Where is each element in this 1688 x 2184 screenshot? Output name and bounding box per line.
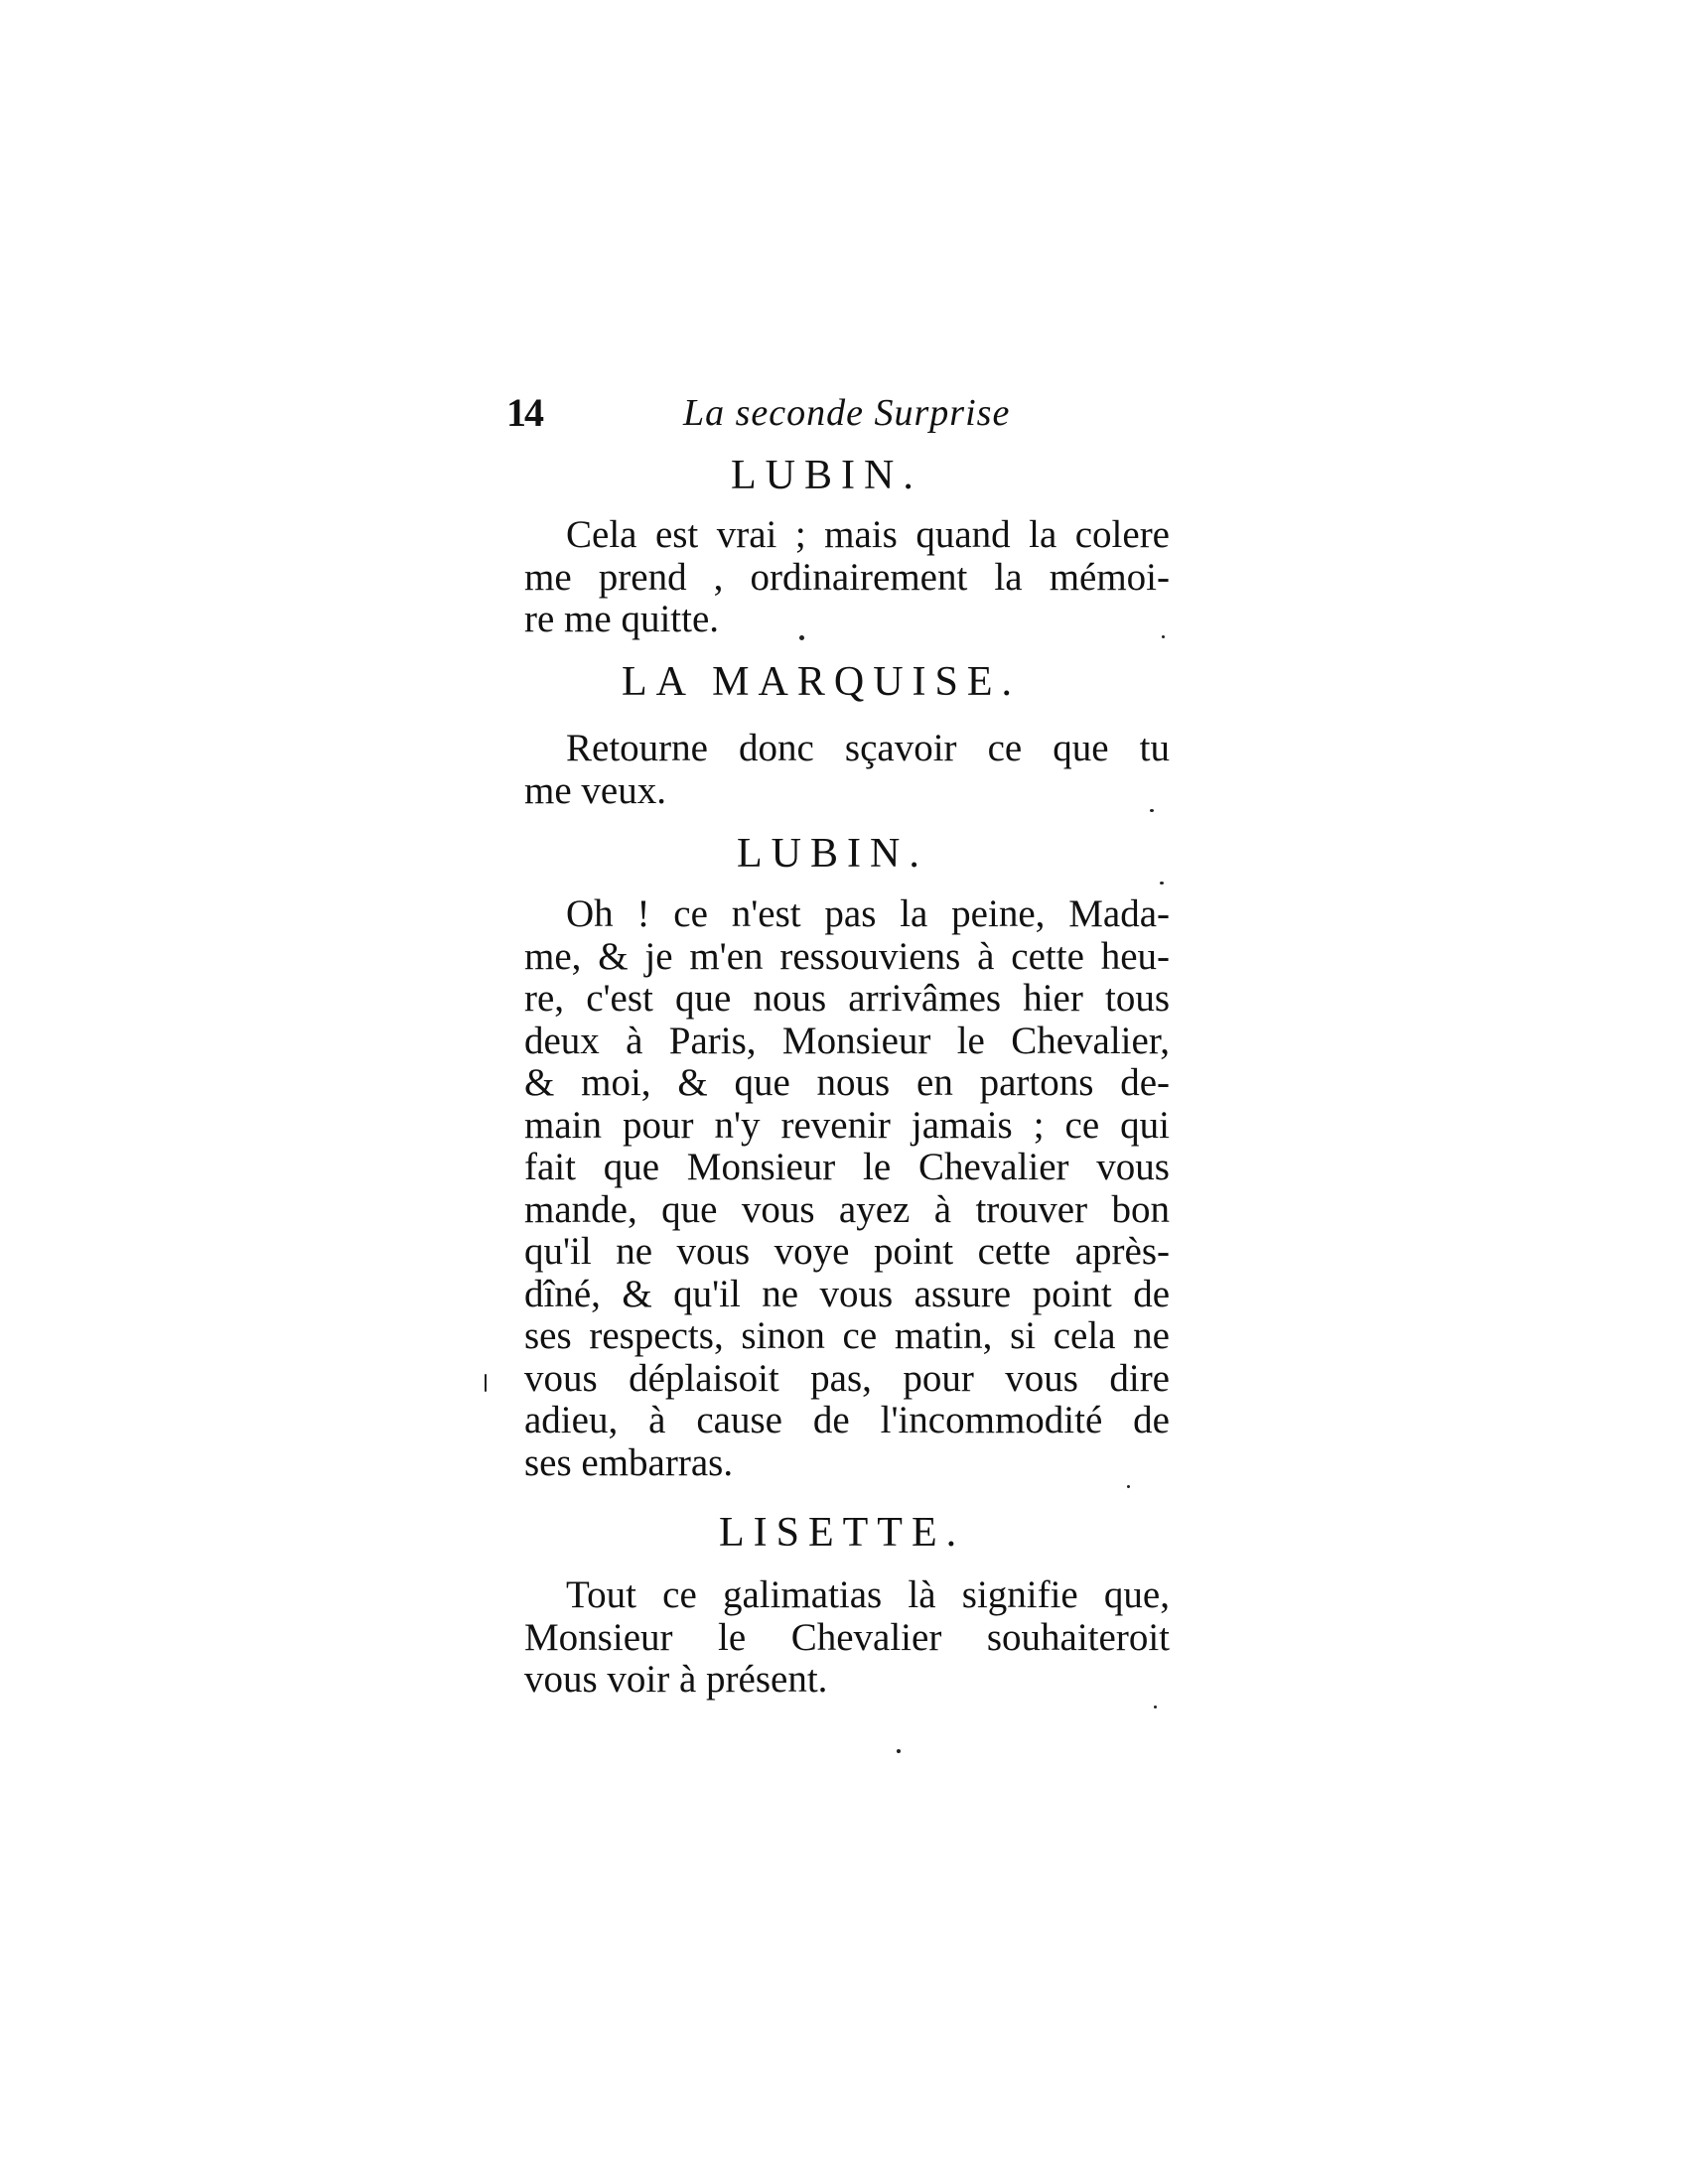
speech-line: vous déplaisoit pas, pour vous dire — [524, 1356, 1170, 1400]
speech-line: dîné, & qu'il ne vous assure point de — [524, 1272, 1170, 1315]
speaker-heading: LUBIN. — [737, 831, 928, 877]
running-title: La seconde Surprise — [683, 392, 1011, 434]
speech-line: ses respects, sinon ce matin, si cela ne — [524, 1314, 1170, 1357]
speech-line: re, c'est que nous arrivâmes hier tous — [524, 977, 1170, 1020]
speech-line: deux à Paris, Monsieur le Chevalier, — [524, 1019, 1170, 1062]
speaker-heading: LA MARQUISE. — [622, 659, 1022, 705]
scan-speck — [1150, 809, 1154, 812]
scan-speck — [485, 1374, 487, 1392]
scan-speck — [1127, 1485, 1130, 1488]
scan-speck — [1154, 1706, 1157, 1708]
speech-line: Retourne donc sçavoir ce que tu — [566, 727, 1170, 769]
speech-line: adieu, à cause de l'incommodité de — [524, 1399, 1170, 1441]
scan-speck — [897, 1749, 901, 1753]
speaker-heading: LISETTE. — [719, 1510, 966, 1556]
scan-speck — [799, 635, 804, 640]
speaker-heading: LUBIN. — [731, 453, 922, 498]
speech-line: Cela est vrai ; mais quand la colere — [566, 513, 1170, 556]
speech-block — [524, 514, 1170, 641]
speech-line: Oh ! ce n'est pas la peine, Mada- — [566, 892, 1170, 935]
running-head — [506, 389, 1023, 445]
speech-block — [524, 893, 1170, 1484]
speech-line: me, & je m'en ressouviens à cette heu- — [524, 934, 1170, 978]
speech-line: re me quitte. — [524, 598, 720, 640]
speech-line: mande, que vous ayez à trouver bon — [524, 1187, 1170, 1231]
speech-line: Tout ce galimatias là signifie que, — [566, 1573, 1170, 1616]
speech-block — [524, 728, 1170, 812]
scan-speck — [1160, 882, 1164, 885]
speech-line: ses embarras. — [524, 1440, 734, 1484]
speech-line: fait que Monsieur le Chevalier vous — [524, 1146, 1170, 1188]
speech-line: vous voir à présent. — [524, 1658, 828, 1701]
speech-line: & moi, & que nous en partons de- — [524, 1061, 1170, 1104]
speech-block — [524, 1574, 1170, 1702]
speech-line: main pour n'y revenir jamais ; ce qui — [524, 1103, 1170, 1147]
speech-line: Monsieur le Chevalier souhaiteroit — [524, 1615, 1170, 1659]
speech-line: qu'il ne vous voye point cette après- — [524, 1230, 1170, 1273]
speech-line: me veux. — [524, 768, 666, 812]
speech-line: me prend , ordinairement la mémoi- — [524, 555, 1170, 599]
page-number: 14 — [506, 390, 542, 435]
scan-speck — [1162, 635, 1165, 638]
